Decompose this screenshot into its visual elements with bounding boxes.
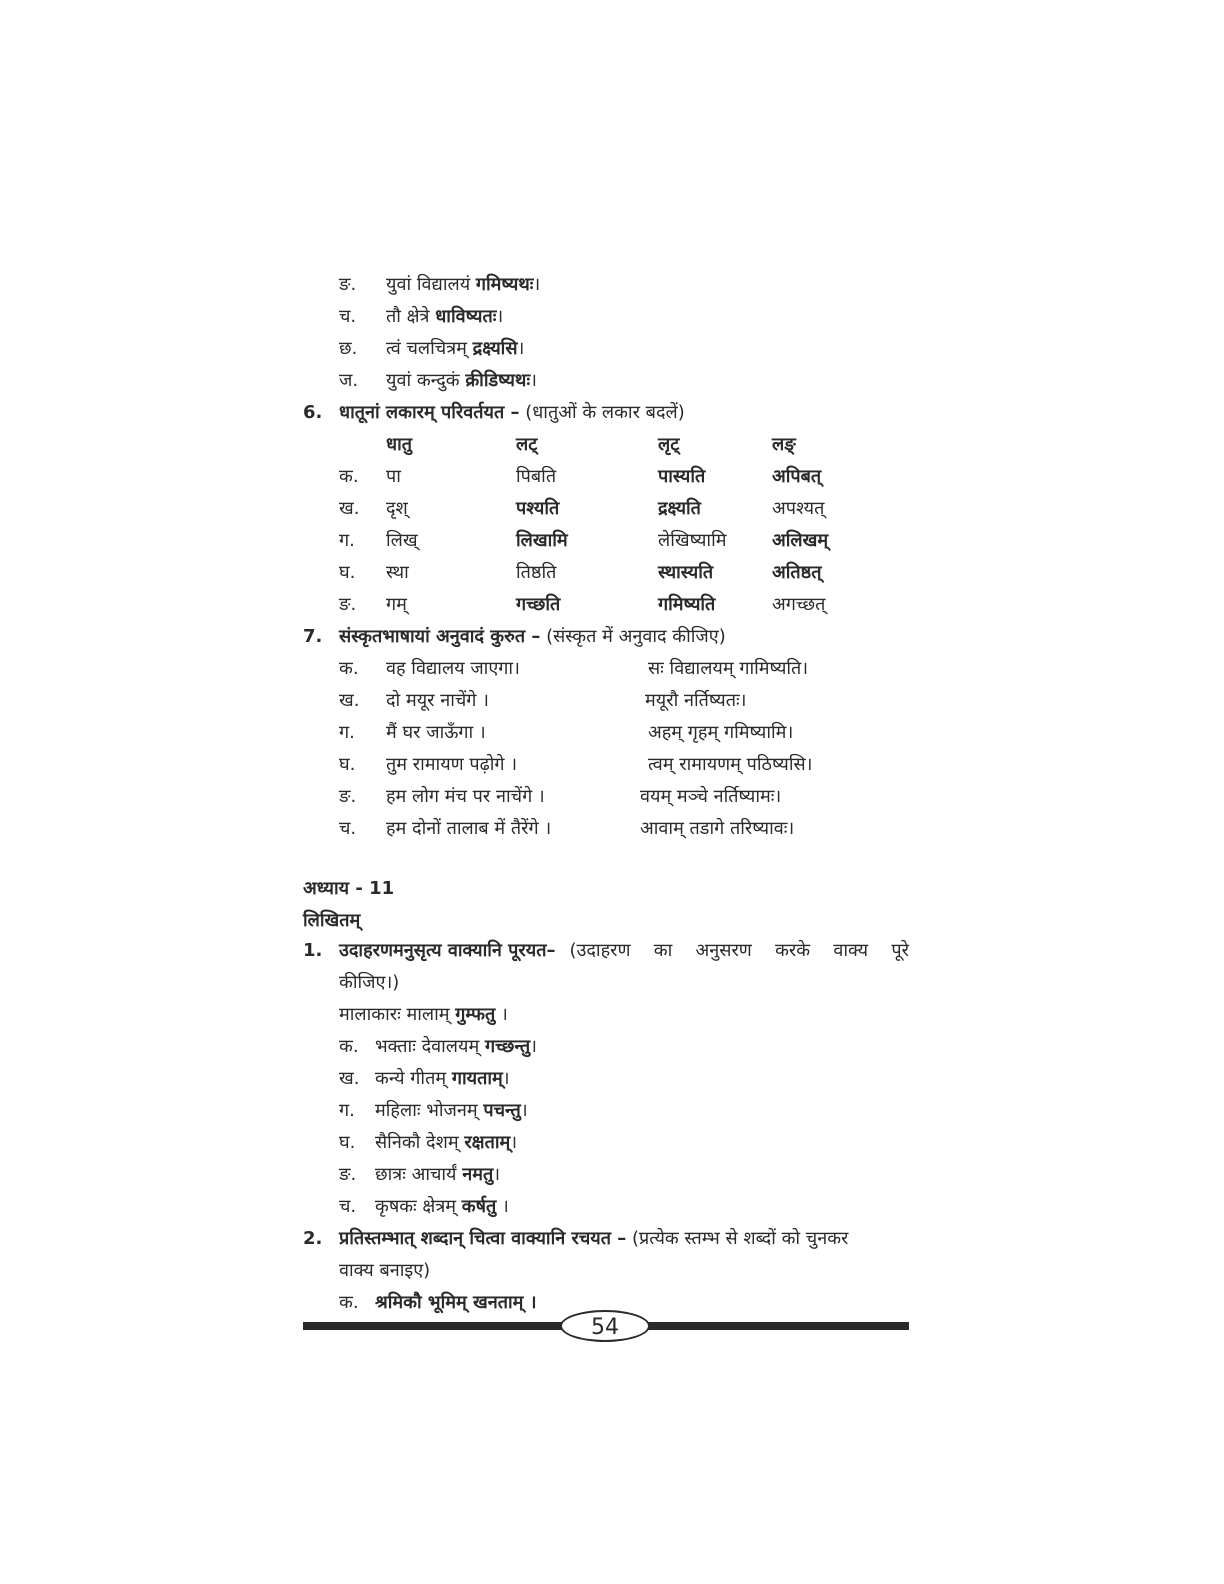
chapter-title: अध्याय - 11: [303, 878, 395, 899]
table-cell: पिबति: [516, 466, 557, 487]
top-item-1: युवां विद्यालयं गमिष्यथः।: [386, 274, 541, 295]
translation-label: क.: [339, 658, 359, 679]
ex2-item-label: क.: [339, 1292, 359, 1313]
translation-label: च.: [339, 818, 357, 839]
ex1-item: भक्ताः देवालयम् गच्छन्तु।: [375, 1036, 537, 1057]
translation-sanskrit: वयम् मञ्चे नर्तिष्यामः।: [640, 786, 782, 807]
ex2-item-text: श्रमिकौ भूमिम् खनताम् ।: [375, 1292, 537, 1313]
ex2-number: 2.: [303, 1228, 323, 1249]
ex2-heading: [339, 1230, 848, 1248]
ex1-item-label: ङ.: [339, 1164, 357, 1185]
table-cell: लिखामि: [516, 530, 568, 551]
table-cell: तिष्ठति: [516, 562, 557, 583]
translation-sanskrit: आवाम् तडागे तरिष्यावः।: [640, 818, 795, 839]
ex1-heading: [339, 942, 909, 960]
table-cell: गम्: [386, 594, 407, 615]
ex1-subtitle: (उदाहरण का अनुसरण करके वाक्य पूरे: [569, 940, 909, 961]
q6-heading: [339, 404, 685, 422]
table-cell: लेखिष्यामि: [658, 530, 727, 551]
translation-sanskrit: सः विद्यालयम् गामिष्यति।: [648, 658, 809, 679]
page-number: 54: [560, 1310, 650, 1342]
q7-subtitle: (संस्कृत में अनुवाद कीजिए): [546, 626, 726, 647]
translation-label: ङ.: [339, 786, 357, 807]
table-row-label: ङ.: [339, 594, 357, 615]
table-header-lat: लट्: [516, 434, 538, 455]
ex2-subtitle: (प्रत्येक स्तम्भ से शब्दों को चुनकर: [632, 1228, 849, 1249]
translation-hindi: वह विद्यालय जाएगा।: [386, 658, 520, 679]
q6-title: धातूनां लकारम् परिवर्तयत –: [339, 402, 520, 423]
table-cell: अपिबत्: [772, 466, 822, 487]
chapter-subtitle: लिखितम्: [303, 910, 361, 931]
table-cell: स्था: [386, 562, 409, 583]
ex1-item-label: ग.: [339, 1100, 355, 1121]
table-cell: पा: [386, 466, 401, 487]
translation-sanskrit: अहम् गृहम् गमिष्यामि।: [648, 722, 794, 743]
table-cell: द्रक्ष्यति: [658, 498, 701, 519]
top-item-3: त्वं चलचित्रम् द्रक्ष्यसि।: [386, 338, 525, 359]
translation-label: घ.: [339, 754, 356, 775]
q6-subtitle: (धातुओं के लकार बदलें): [525, 402, 685, 423]
ex1-subtitle-cont: कीजिए।): [339, 972, 400, 993]
footer-rule-left: [303, 1322, 563, 1330]
translation-sanskrit: मयूरौ नर्तिष्यतः।: [645, 690, 747, 711]
table-cell: अतिष्ठत्: [772, 562, 822, 583]
table-cell: दृश्: [386, 498, 408, 519]
table-row-label: क.: [339, 466, 359, 487]
ex1-item: छात्रः आचार्यं नमतु।: [375, 1164, 501, 1185]
top-item-1-label: ङ.: [339, 274, 357, 295]
q7-number: 7.: [303, 626, 323, 647]
ex1-item: सैनिकौ देशम् रक्षताम्।: [375, 1132, 518, 1153]
ex1-item-label: क.: [339, 1036, 359, 1057]
top-item-2: तौ क्षेत्रे धाविष्यतः।: [386, 306, 504, 327]
ex1-example: मालाकारः मालाम् गुम्फतु ।: [339, 1004, 508, 1025]
table-header-lang: लङ्: [772, 434, 796, 455]
translation-hindi: मैं घर जाऊँगा ।: [386, 722, 486, 743]
table-cell: पास्यति: [658, 466, 706, 487]
table-cell: स्थास्यति: [658, 562, 714, 583]
table-cell: अलिखम्: [772, 530, 829, 551]
ex2-subtitle-cont: वाक्य बनाइए): [339, 1260, 431, 1281]
ex1-item: कन्ये गीतम् गायताम्।: [375, 1068, 510, 1089]
footer-rule-right: [648, 1322, 909, 1330]
ex1-number: 1.: [303, 940, 323, 961]
q6-number: 6.: [303, 402, 323, 423]
table-row-label: घ.: [339, 562, 356, 583]
table-cell: लिख्: [386, 530, 418, 551]
table-cell: पश्यति: [516, 498, 560, 519]
translation-label: ख.: [339, 690, 360, 711]
translation-hindi: तुम रामायण पढ़ोगे ।: [386, 754, 518, 775]
top-item-4: युवां कन्दुकं क्रीडिष्यथः।: [386, 370, 537, 391]
ex1-item-label: ख.: [339, 1068, 360, 1089]
translation-hindi: हम लोग मंच पर नाचेंगे ।: [386, 786, 545, 807]
table-row-label: ख.: [339, 498, 360, 519]
ex2-title: प्रतिस्तम्भात् शब्दान् चित्वा वाक्यानि रचयत –: [339, 1228, 627, 1249]
translation-hindi: हम दोनों तालाब में तैरेंगे ।: [386, 818, 552, 839]
top-item-3-label: छ.: [339, 338, 358, 359]
translation-sanskrit: त्वम् रामायणम् पठिष्यसि।: [648, 754, 813, 775]
table-cell: गच्छति: [516, 594, 561, 615]
ex1-item-label: घ.: [339, 1132, 356, 1153]
ex1-item: महिलाः भोजनम् पचन्तु।: [375, 1100, 528, 1121]
top-item-4-label: ज.: [339, 370, 359, 391]
table-row-label: ग.: [339, 530, 355, 551]
table-cell: अपश्यत्: [772, 498, 825, 519]
q7-heading: [339, 628, 726, 646]
translation-label: ग.: [339, 722, 355, 743]
ex1-item: कृषकः क्षेत्रम् कर्षतु ।: [375, 1196, 509, 1217]
table-cell: गमिष्यति: [658, 594, 716, 615]
table-header-lrt: लृट्: [658, 434, 680, 455]
top-item-2-label: च.: [339, 306, 357, 327]
ex1-item-label: च.: [339, 1196, 357, 1217]
ex1-title: उदाहरणमनुसृत्य वाक्यानि पूरयत–: [339, 940, 556, 961]
translation-hindi: दो मयूर नाचेंगे ।: [386, 690, 489, 711]
table-header-dhatu: धातु: [386, 434, 412, 455]
table-cell: अगच्छत्: [772, 594, 826, 615]
q7-title: संस्कृतभाषायां अनुवादं कुरुत –: [339, 626, 541, 647]
